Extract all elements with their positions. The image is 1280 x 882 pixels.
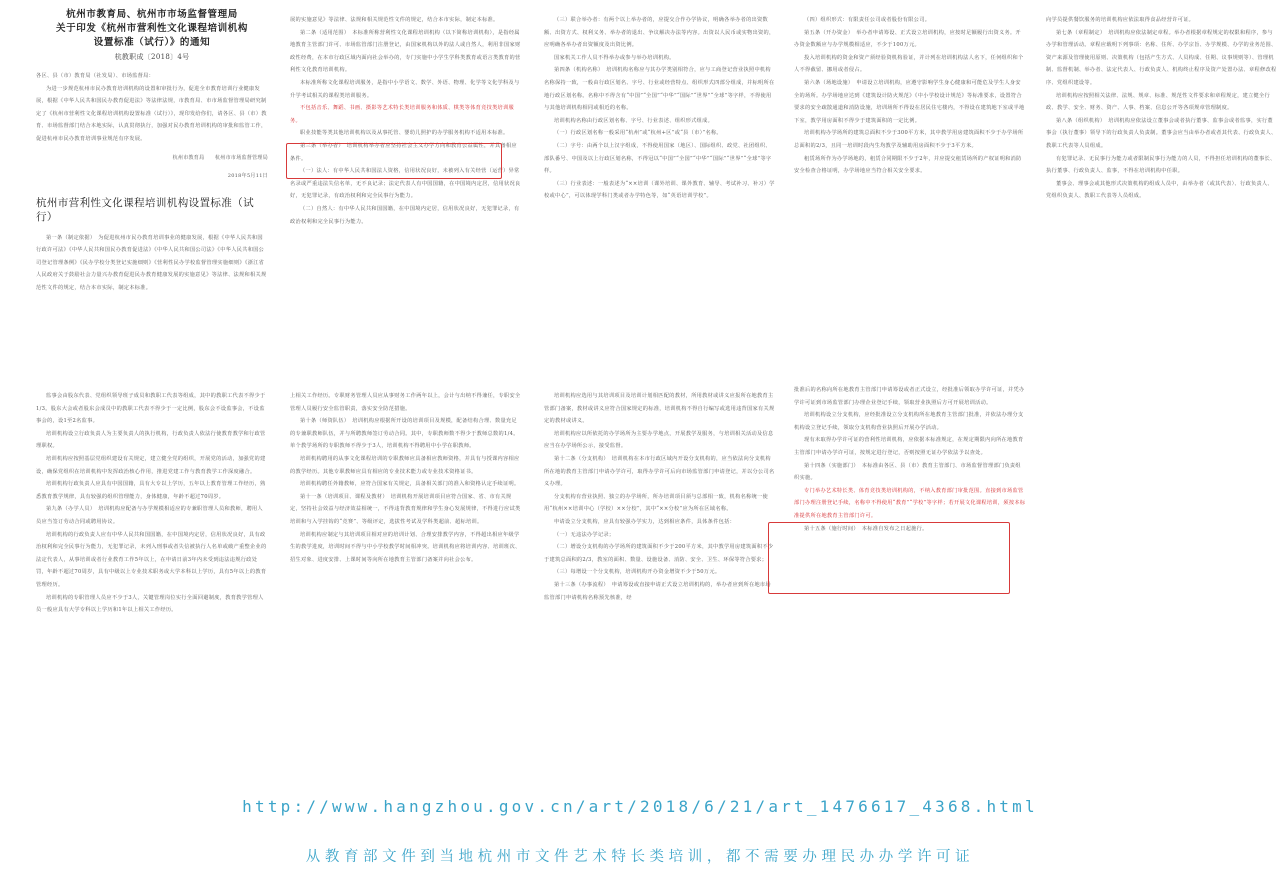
- paragraph: 第十三条（办事流程） 申请筹设或直接申请正式设立培训机构的，举办者应到所在地市场监管部门申请机构名称预先核准，经: [544, 581, 771, 601]
- notice-title-line1: 杭州市教育局、杭州市市场监督管理局: [66, 9, 238, 20]
- document-number: 杭教职成〔2018〕4号: [114, 53, 190, 61]
- notice-title-line2: 关于印发《杭州市营利性文化课程培训机构: [56, 23, 248, 34]
- paragraph: 培训机构应按照基层党组织建设有关规定，建立健全党的组织，开展党的活动，加强党的建设，确保党组织在培训机构中发挥政治核心作用，推进党建工作与教育教学工作深度融合。: [36, 455, 266, 475]
- red-highlight-box-top: [286, 143, 502, 179]
- paragraph: （三）联合举办者：有两个以上举办者的，应提交合作办学协议，明确各举办者的出资数额、出资方式、权利义务、举办者的退出、争议解决办法等内容。出资以人民币或实物出资的，应明确各举办者出资额度及出资比例。: [544, 17, 775, 49]
- paragraph: 职业技能等类其他培训机构以及从事托管、婴幼儿照护的办学服务机构不适用本标准。: [300, 130, 509, 137]
- paragraph: 第十条（师资队伍） 培训机构应根据所开设的培训项目及规模，配备结构合理、数量充足的专兼职教师队伍，并与所聘教师签订劳动合同。其中，专职教师数不得少于教师总数的1/4。单个教学场所的专职教师不得少于3人，培训机构不得聘用中小学在职教师。: [290, 418, 519, 450]
- paragraph: 第九条（办学人员） 培训机构应配备与办学规模相适应的专兼职管理人员和教师，聘用人员应当签订劳动合同或聘用协议。: [36, 506, 263, 525]
- paragraph: 租赁场所作为办学场地的，租赁合同期限不少于2年，并应提交租赁场所的产权证明和消防安全检查合格证明，办学场地应当符合相关安全要求。: [794, 155, 1022, 175]
- paragraph: 上相关工作经历。专职财务管理人员应从事财务工作两年以上，会计与出纳不得兼任，专职安全管理人员履行安全监管职责，落实安全防范措施。: [290, 393, 521, 412]
- paragraph: 国家机关工作人员不得举办或参与举办培训机构。: [554, 54, 675, 61]
- caption-text: 从教育部文件到当地杭州市文件艺术特长类培训，都不需要办理民办办学许可证: [305, 849, 975, 865]
- page-8-bottom: [544, 390, 776, 720]
- highlighted-exemption-text: 专门举办艺术特长类、体育竞技类培训机构的，不纳入教育部门审批范围。直接到市场监管部门办理注册登记手续，名称中不得使用“教育”“学校”等字样；若开展文化课程培训，须按本标准提供所在地教育主管部门许可。: [794, 487, 1026, 519]
- paragraph: 培训机构应按照相关法律、法规、规章、标准、规范性文件要求和章程规定，建立健全行政、教学、安全、财务、资产、人事、档案、信息公开等各项规章管理制度。: [1046, 92, 1271, 112]
- paragraph: （三）每增设一个分支机构，培训机构开办资金增资不少于50万元。: [554, 569, 721, 576]
- paragraph: 监事会由股东代表、党组织领导班子成员和教职工代表等组成，其中的教职工代表不得少于1/3。股东大会或者股东会成员中的教职工代表不得少于一定比例，股东会不设监事会，不设监事会的，设1至2名监事。: [36, 393, 266, 425]
- paragraph: 第二条（适用范围） 本标准所称营利性文化课程培训机构（以下简称培训机构），是指经属地教育主管部门许可、市场监管部门注册登记，由国家机构以外的法人或自然人，利用非国家财政性经费，在本市行政区域内面向社会举办的，专门实施中小学生学科类教育或语言类教育的营利性文化教育培训机构。: [290, 29, 521, 74]
- paragraph: 第四条（机构名称） 培训机构名称应与其办学类别相符合，应与工商登记营业执照中机构名称保持一致，一般由行政区划名、字号、行业或经营特点、组织形式四部分组成，并标明所在地行政区划名称。名称中不得含有“中国”“全国”“中华”“国际”“世界”“全球”等字样，不得使用与其他培训机构相同或相近的名称。: [544, 67, 775, 112]
- paragraph: 培训机构的专职管理人员应不少于3人，关键管理岗位实行全面回避制度，教育教学管理人员一般应具有大学专科以上学历和1年以上相关工作经历。: [36, 594, 264, 614]
- paragraph: 第十四条（实施部门） 本标准由各区、县（市）教育主管部门、市场监督管理部门负责组织实施。: [794, 462, 1021, 482]
- paragraph: 第五条（开办资金） 举办者申请筹设、正式设立培训机构，应按时足额履行出资义务。开办资金数额应与办学规模相适应，不少于100万元。: [794, 29, 1021, 49]
- paragraph: 董事会、理事会或其他形式决策机构的组成人员中，由举办者（或其代表）、行政负责人、党组织负责人、教职工代表等人员组成。: [1046, 180, 1273, 200]
- paragraph: 第六条（场地设施） 申请设立培训机构，应遵守影响学生身心健康和可能危及学生人身安全的场所。办学场地应达到《建筑设计防火规范》《中小学校设计规范》等标准要求，设置符合要求的安全疏散通道和消防设施，培训场所不得设在居民住宅楼内，不得设在建筑地下室或半地下室，教学用房面积不得少于建筑面积的一定比例。: [794, 79, 1025, 124]
- page-4-top: [794, 14, 1026, 368]
- paragraph: （一）无违法办学记录；: [554, 531, 615, 538]
- notice-intro: 为进一步规范杭州市民办教育培训机构的设置和审批行为，促进全市教育培训行业健康发展，根据《中华人民共和国民办教育促进法》等法律法规，市教育局、市市场监督管理局研究制定了《杭州市营利性文化课程培训机构设置标准（试行）》，现印发给你们，请各区、县（市）教育、市场监督部门结合本地实际，认真贯彻执行，加强对民办教育培训机构的审批和监管工作，促进杭州市民办教育培训事业规范有序发展。: [36, 85, 267, 142]
- paragraph: 第十二条（分支机构） 培训机构在本市行政区域内开设分支机构的，应当依法向分支机构所在地的教育主管部门申请办学许可，取得办学许可后向市场监管部门申请登记，并以分公司名义办理。: [544, 455, 775, 488]
- paragraph: 培训机构应以所依托的办学场所为主要办学地点，开展教学及服务，与培训相关活动及信息应当在办学场所公示，接受监督。: [544, 430, 774, 450]
- paragraph: 本标准所称文化课程培训服务，是指中小学语文、数学、外语、物理、化学等文化学科及与升学考试相关的课程类培训服务。: [290, 79, 520, 99]
- paragraph: （二）字号：由两个以上汉字组成，不得使用国家（地区）、国际组织、政党、社团组织、部队番号、中国及以上行政区划名称，不得冠以“中国”“全国”“中华”“国际”“世界”“全球”等字样。: [544, 142, 772, 175]
- paragraph: 培训机构聘任外籍教师，应符合国家有关规定，具备相关部门的准入和资格认定手续证明。: [300, 481, 520, 488]
- paragraph: 有犯罪记录、无民事行为能力或者限制民事行为能力的人员，不得担任培训机构的董事长、执行董事、行政负责人、监事，不得在培训机构中任职。: [1046, 155, 1276, 175]
- signature: 杭州市教育局 杭州市市场监督管理局: [172, 154, 268, 161]
- paragraph: （一）法人：有中华人民共和国法人资格，信用状况良好，未被列入有关经营（运营）异常名录或严重违法失信名单，无不良记录；法定代表人有中国国籍，在中国境内定居，信用状况良好，无犯罪记录，有政治权利和完全民事行为能力。: [290, 168, 521, 200]
- paragraph: 培训机构设立行政负责人为主要负责人的执行机构，行政负责人依法行使教育教学和行政管理职权。: [36, 430, 266, 450]
- paragraph: 培训机构名称由行政区划名称、字号、行业表述、组织形式组成。: [554, 117, 714, 124]
- paragraph: 第七条（章程制定） 培训机构应依法制定章程。举办者根据章程规定的权限和程序，参与办学和管理活动。章程应载明下列事项：名称、住所、办学宗旨、办学规模、办学的业务范围、资产来源及管理使用原则、决策机构（包括产生方式、人员构成、任期、议事规则等）、管理机制、监督机制、举办者、法定代表人、行政负责人、机构终止程序及资产处置办法、章程修改程序、党组织建设等。: [1046, 29, 1277, 86]
- paragraph: 第十一条（培训项目、课程及教材） 培训机构开展培训项目应符合国家、省、市有关规定，坚持社会效益与经济效益相统一，不得违背教育规律和学生身心发展规律，不得进行应试类培训和与入学挂钩的“竞赛”、等级评定，选拔性考试及学科类超前、超标培训。: [290, 493, 521, 525]
- paragraph: （二）自然人：有中华人民共和国国籍，在中国境内定居，信用状况良好，无犯罪记录，有政治权利和完全民事行为能力。: [290, 205, 520, 225]
- paragraph: 培训机构应制定与其培训项目相对应的培训计划、合理安排教学内容，不得超出相应年级学生的教学进度，培训时间不得与中小学校教学时间相冲突。培训机构应将培训内容、培训班次、招生对象、进度安排、上课时间等向所在地教育主管部门备案并向社会公布。: [290, 531, 521, 563]
- paragraph: 投入培训机构的资金和资产须经验资机构验证，并计列在培训机构法人名下，任何组织和个人不得截留、挪用或者侵占。: [794, 54, 1024, 74]
- paragraph: 培训机构行政负责人应具有中国国籍，具有大专以上学历，五年以上教育管理工作经历，熟悉教育教学规律，具有较强的组织管理能力，身体健康，年龄不超过70周岁。: [36, 481, 266, 500]
- paragraph: 现有未取得办学许可证的营利性培训机构，应依据本标准规定，在规定期限内向所在地教育主管部门申请办学许可证，按规定进行登记，否则按照无证办学依法予以查处。: [794, 437, 1024, 456]
- page-5-top: [1046, 14, 1278, 368]
- paragraph: （一）行政区划名称一般采用“杭州”或“杭州+区”或“县（市）”名称。: [554, 130, 722, 137]
- paragraph: 培训机构应选用与其培训项目及培训计划相匹配的教材，所用教材或讲义应报所在地教育主管部门备案，教材或讲义应符合国家规定的标准，培训机构不得自行编写或选用违背国家有关规定的教材或讲义。: [544, 393, 775, 425]
- red-highlight-box-bottom: [768, 522, 1010, 594]
- paragraph: （二）增设分支机构的办学场所的建筑面积不少于200平方米，其中教学用房建筑面积不少于建筑总面积的2/3，教室的面积、数量、设施设备、消防、安全、卫生、环保等符合要求；: [544, 544, 774, 563]
- paragraph: 展的实施意见》等法律、法规和相关规范性文件的规定，结合本市实际，制定本标准。: [290, 17, 499, 23]
- page-6-bottom: [36, 390, 268, 720]
- paragraph: 第十五条（施行时间） 本标准自发布之日起施行。: [804, 525, 928, 532]
- paragraph: 批准后的名称向所在地教育主管部门申请筹设或者正式设立，经批准后领取办学许可证，并凭办学许可证到市场监管部门办理企业登记手续，领取营业执照后方可开展培训活动。: [794, 387, 1025, 406]
- paragraph: 培训机构的行政负责人应有中华人民共和国国籍，在中国境内定居，信用状况良好，具有政治权利和完全民事行为能力，无犯罪记录，未列入刑事或者失信被执行人名单或破产重整企业的法定代表人，从事培训或者行业教育工作5年以上，在申请日前3年内未受到违法违规行政处罚，年龄不超过70周岁，具有中级以上专业技术职务或大学本科以上学历，具有5年以上的教育管理经历。: [36, 531, 267, 588]
- paragraph: 第一条（制定依据） 为促进杭州市民办教育培训事业的健康发展，根据《中华人民共和国行政许可法》《中华人民共和国民办教育促进法》《中华人民共和国公司法》《中华人民共和国公司登记管理条例》《民办学校分类登记实施细则》《营利性民办学校监督管理实施细则》《浙江省人民政府关于鼓励社会力量兴办教育促进民办教育健康发展的实施意见》等法律、法规和相关规范性文件的规定，结合本市实际，制定本标准。: [36, 234, 267, 291]
- issue-date: 2018年5月11日: [227, 172, 268, 179]
- paragraph: （四）组织形式：有限责任公司或者股份有限公司。: [804, 17, 931, 23]
- page-2-top: [290, 14, 522, 368]
- page-1-top: [36, 8, 268, 368]
- paragraph: 培训机构聘用的从事文化课程培训的专职教师应具备相应教师资格，并具有与授课内容相应的教学经历。其他专职教师应具有相应的专业技术能力或专业技术资格证书。: [290, 455, 520, 475]
- paragraph: 向学员提供餐饮服务的培训机构应依法取得食品经营许可证。: [1046, 17, 1195, 23]
- paragraph: 培训机构设立分支机构，应经批准设立分支机构所在地教育主管部门批准，并依法办理分支机构设立登记手续，领取分支机构营业执照后开展办学活动。: [794, 412, 1024, 431]
- salutation: 各区、县（市）教育局（社发局）、市场监督局：: [36, 73, 155, 79]
- page-7-bottom: [290, 390, 522, 720]
- page-3-top: [544, 14, 776, 368]
- paragraph: 第八条（组织机构） 培训机构应依法设立董事会或者执行董事、监事会或者监事，实行董事会（执行董事）领导下的行政负责人负责制。董事会应当由举办者或者其代表、行政负责人、教职工代表等人员组成。: [1046, 117, 1277, 149]
- highlighted-exclusion-text: 不包括音乐、舞蹈、书画、摄影等艺术特长类培训服务和体质、棋类等体育竞技类培训服务。: [290, 105, 515, 124]
- source-url: http://www.hangzhou.gov.cn/art/2018/6/21/art_1476617_4368.html: [242, 797, 1038, 816]
- paragraph: 分支机构有营业执照、独立的办学场所，所办培训项目须与总部相一致，机构名称统一使用“杭州××培训中心（学校）××分校”，其中“××分校”应为所在区域名称。: [544, 493, 769, 513]
- paragraph: 第三条（举办者） 培训机构举办者应坚持社会主义办学方向和教育公益属性，并具备相应条件。: [290, 142, 517, 162]
- paragraph: 申请设立分支机构，应具有较强办学实力，达到相应条件，具体条件包括：: [554, 518, 736, 525]
- regulation-title: 杭州市营利性文化课程培训机构设置标准（试行）: [36, 196, 254, 223]
- paragraph: （三）行业表述：一般表述为“××培训（课外培训、课外教育、辅导、考试补习、补习）学校或中心”，可以体现学科门类或者办学特色等，如“英语培训学校”。: [544, 180, 775, 200]
- notice-title-line3: 设置标准（试行）》的通知: [93, 37, 211, 48]
- paragraph: 培训机构办学场所的建筑总面积不少于300平方米，其中教学用房建筑面积不少于办学场所总面积的2/3，且同一培训时段内生均教学及辅助用房面积不少于3平方米。: [794, 130, 1024, 149]
